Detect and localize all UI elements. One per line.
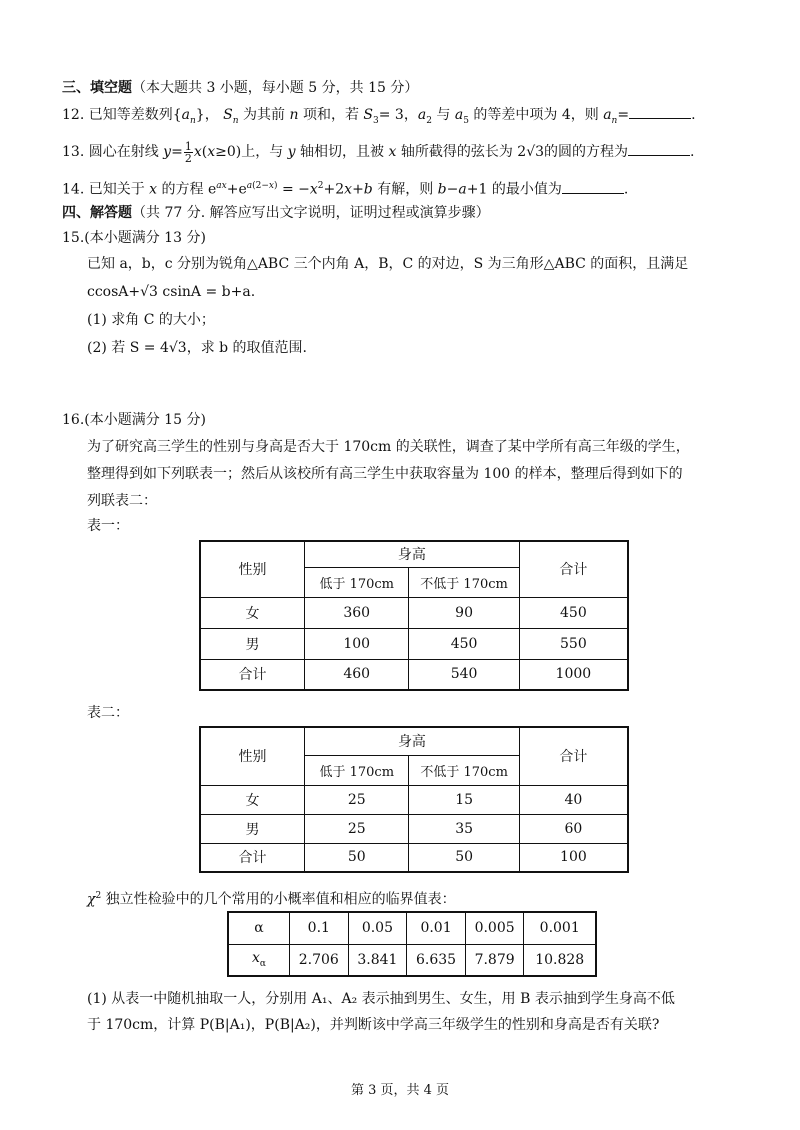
answer-blank[interactable] bbox=[562, 181, 624, 194]
answer-blank[interactable] bbox=[629, 106, 691, 119]
question-13: 13. 圆心在射线 y= $\frac{1}{2}$ x(x≥0)上，与 y 轴相切，且被 x 轴所截得的弦长为 2√3的圆的方程为 . bbox=[62, 139, 695, 165]
table-row: 合计 50 50 100 bbox=[200, 843, 628, 872]
header-height: 身高 bbox=[305, 727, 520, 755]
critical-value-table bbox=[227, 911, 597, 977]
table-row: 男 25 35 60 bbox=[200, 814, 628, 843]
header-below-170: 低于 170cm bbox=[305, 567, 409, 597]
header-below-170: 低于 170cm bbox=[305, 755, 409, 785]
contingency-table-1 bbox=[199, 540, 629, 691]
table-2-label: 表二： bbox=[87, 705, 129, 721]
section-3-header: 三、填空题（本大题共 3 小题，每小题 5 分，共 15 分） bbox=[62, 80, 419, 96]
header-total: 合计 bbox=[519, 541, 628, 597]
question-14: 14. 已知关于 x 的方程 $e^{ax}+e^{a(2-x)} = -x^2+2x+b$ 有解，则 b−a+1 的最小值为 . bbox=[62, 181, 629, 198]
table-row: α 0.1 0.05 0.01 0.005 0.001 bbox=[228, 912, 596, 944]
header-height: 身高 bbox=[305, 541, 520, 567]
fraction: $\frac{1}{2}$ bbox=[184, 139, 192, 165]
question-15-equation: ccosA+√3 csinA = b+a. bbox=[87, 284, 256, 300]
question-16-text-line-1: 为了研究高三学生的性别与身高是否大于 170cm 的关联性，调查了某中学所有高三年级的学生， bbox=[87, 439, 690, 455]
answer-blank[interactable] bbox=[628, 143, 690, 156]
question-15-part-1: (1) 求角 C 的大小； bbox=[87, 312, 215, 328]
question-15-text: 已知 a，b，c 分别为锐角△ABC 三个内角 A，B，C 的对边，S 为三角形△ABC 的面积，且满足 bbox=[87, 256, 689, 272]
chi-square-intro: $\chi^2$ 独立性检验中的几个常用的小概率值和相应的临界值表： bbox=[87, 891, 456, 908]
table-1-label: 表一： bbox=[87, 518, 129, 534]
header-total: 合计 bbox=[519, 727, 628, 785]
table-row: 女 25 15 40 bbox=[200, 785, 628, 814]
section-4-header: 四、解答题（共 77 分. 解答应写出文字说明，证明过程或演算步骤） bbox=[62, 205, 490, 221]
header-gender: 性别 bbox=[200, 541, 305, 597]
question-16-part-1-line-1: (1) 从表一中随机抽取一人，分别用 A₁、A₂ 表示抽到男生、女生，用 B 表示抽到学生身高不低 bbox=[87, 991, 675, 1007]
page-footer: 第 3 页，共 4 页 bbox=[350, 1083, 450, 1098]
question-16-header: 16.(本小题满分 15 分) bbox=[62, 412, 206, 428]
table-row: 男 100 450 550 bbox=[200, 628, 628, 659]
table-row: 女 360 90 450 bbox=[200, 597, 628, 628]
question-16-part-1-line-2: 于 170cm，计算 P(B|A₁)，P(B|A₂)，并判断该中学高三年级学生的性别和身高是否有关联? bbox=[87, 1017, 660, 1033]
header-not-below-170: 不低于 170cm bbox=[409, 567, 519, 597]
table-row: $x_\alpha$ 2.706 3.841 6.635 7.879 10.828 bbox=[228, 944, 596, 976]
question-16-text-line-3: 列联表二： bbox=[87, 493, 157, 509]
question-16-text-line-2: 整理得到如下列联表一；然后从该校所有高三学生中获取容量为 100 的样本，整理后得到如下的 bbox=[87, 466, 683, 482]
question-12: 12. 已知等差数列$\{a_n\}$， $S_n$ 为其前 n 项和，若 $S_3= 3$，$a_2$ 与 $a_5$ 的等差中项为 4，则 $a_n=$ . bbox=[62, 107, 696, 126]
question-15-part-2: (2) 若 S = 4√3，求 b 的取值范围. bbox=[87, 340, 308, 356]
header-gender: 性别 bbox=[200, 727, 305, 785]
contingency-table-2 bbox=[199, 726, 629, 873]
table-row: 合计 460 540 1000 bbox=[200, 659, 628, 690]
header-not-below-170: 不低于 170cm bbox=[409, 755, 519, 785]
question-15-header: 15.(本小题满分 13 分) bbox=[62, 230, 206, 246]
